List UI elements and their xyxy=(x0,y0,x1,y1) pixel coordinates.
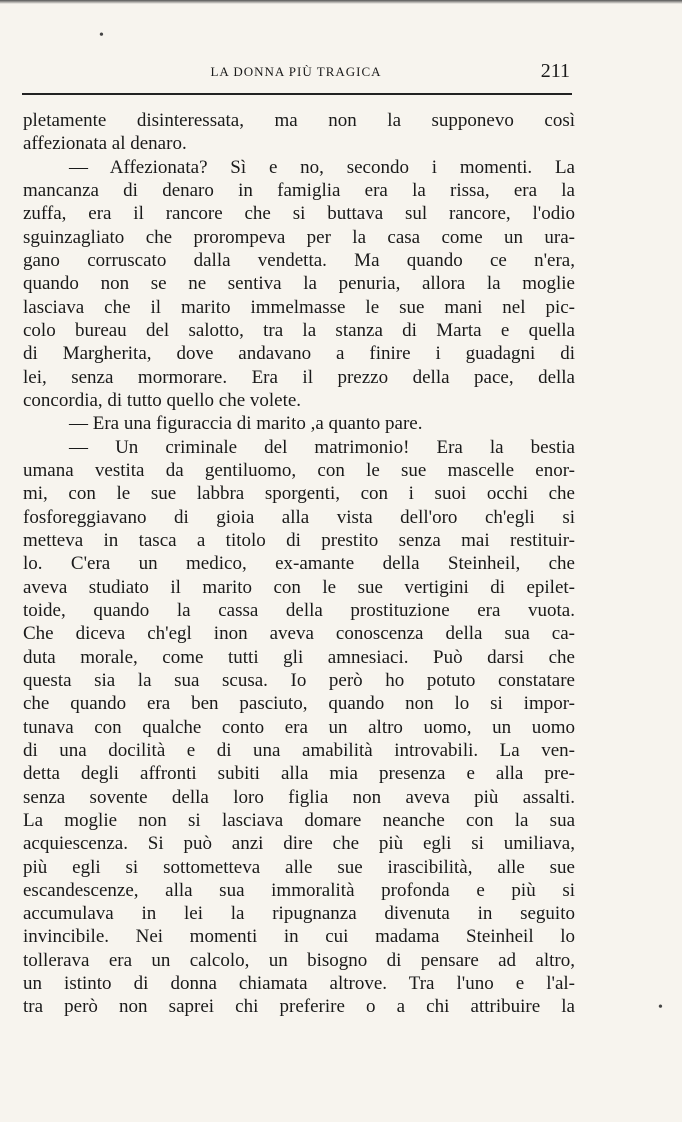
text-line: tra però non saprei chi preferire o a chi attribuire la xyxy=(23,996,575,1018)
text-line: fosforeggiavano di gioia alla vista dell'oro ch'egli si xyxy=(23,506,575,528)
page-number: 211 xyxy=(540,60,570,82)
running-title: LA DONNA PIÙ TRAGICA xyxy=(210,64,382,79)
text-line: quando non se ne sentiva la penuria, allora la moglie xyxy=(23,273,575,295)
text-line: gano corruscato dalla vendetta. Ma quando ce n'era, xyxy=(23,249,575,271)
text-line: senza sovente della loro figlia non aveva più assalti. xyxy=(23,786,575,808)
text-line: accumulava in lei la ripugnanza divenuta in seguito xyxy=(23,903,575,925)
text-line: toide, quando la cassa della prostituzione era vuota. xyxy=(23,599,575,621)
text-line: lei, senza mormorare. Era il prezzo della pace, della xyxy=(23,366,575,388)
text-line: colo bureau del salotto, tra la stanza di Marta e quella xyxy=(23,319,575,341)
text-line: Che diceva ch'egl inon aveva conoscenza della sua ca- xyxy=(23,623,575,645)
body-text xyxy=(23,109,575,1019)
text-line: La moglie non si lasciava domare neanche con la sua xyxy=(23,809,575,831)
text-line: invincibile. Nei momenti in cui madama Steinheil lo xyxy=(23,926,575,948)
text-line: di Margherita, dove andavano a finire i guadagni di xyxy=(23,343,575,365)
text-line: concordia, di tutto quello che volete. xyxy=(23,389,302,411)
page-header xyxy=(22,60,570,86)
text-line: più egli si sottometteva alle sue irascibilità, alle sue xyxy=(23,856,575,878)
text-line: affezionata al denaro. xyxy=(23,133,187,155)
text-line: di una docilità e di una amabilità introvabili. La ven- xyxy=(23,739,575,761)
text-line: metteva in tasca a titolo di prestito senza mai restituir- xyxy=(23,529,575,551)
text-line: detta degli affronti subiti alla mia presenza e alla pre- xyxy=(23,763,575,785)
text-line: umana vestita da gentiluomo, con le sue mascelle enor- xyxy=(23,459,575,481)
text-line: zuffa, era il rancore che si buttava sul rancore, l'odio xyxy=(23,203,575,225)
text-line: mi, con le sue labbra sporgenti, con i suoi occhi che xyxy=(23,483,575,505)
text-line: tunava con qualche conto era un altro uomo, un uomo xyxy=(23,716,575,738)
text-line: aveva studiato il marito con le sue vertigini di epilet- xyxy=(23,576,575,598)
header-rule xyxy=(22,93,572,95)
text-line: questa sia la sua scusa. Io però ho potuto constatare xyxy=(23,669,575,691)
text-line: acquiescenza. Si può anzi dire che più egli si umiliava, xyxy=(23,833,575,855)
text-line: pletamente disinteressata, ma non la supponevo così xyxy=(23,110,575,131)
text-line: mancanza di denaro in famiglia era la rissa, era la xyxy=(23,179,575,201)
text-line: lo. C'era un medico, ex-amante della Steinheil, che xyxy=(23,553,575,575)
text-line: duta morale, come tutti gli amnesiaci. Può darsi che xyxy=(23,646,575,668)
print-speck: • xyxy=(658,1000,663,1015)
text-line: escandescenze, alla sua immoralità profonda e più si xyxy=(23,879,575,901)
text-line: un istinto di donna chiamata altrove. Tra l'uno e l'al- xyxy=(23,973,575,995)
text-line: tollerava era un calcolo, un bisogno di pensare ad altro, xyxy=(23,949,575,971)
text-line: — Era una figuraccia di marito ,a quanto pare. xyxy=(69,413,423,435)
text-line: — Un criminale del matrimonio! Era la bestia xyxy=(69,436,575,458)
text-line: che quando era ben pasciuto, quando non lo si impor- xyxy=(23,693,575,715)
text-line: sguinzagliato che prorompeva per la casa come un ura- xyxy=(23,226,575,248)
text-line: — Affezionata? Sì e no, secondo i momenti. La xyxy=(69,156,575,178)
page-top-edge xyxy=(0,0,682,4)
text-line: lasciava che il marito immelmasse le sue mani nel pic- xyxy=(23,296,575,318)
print-speck: • xyxy=(99,28,104,43)
